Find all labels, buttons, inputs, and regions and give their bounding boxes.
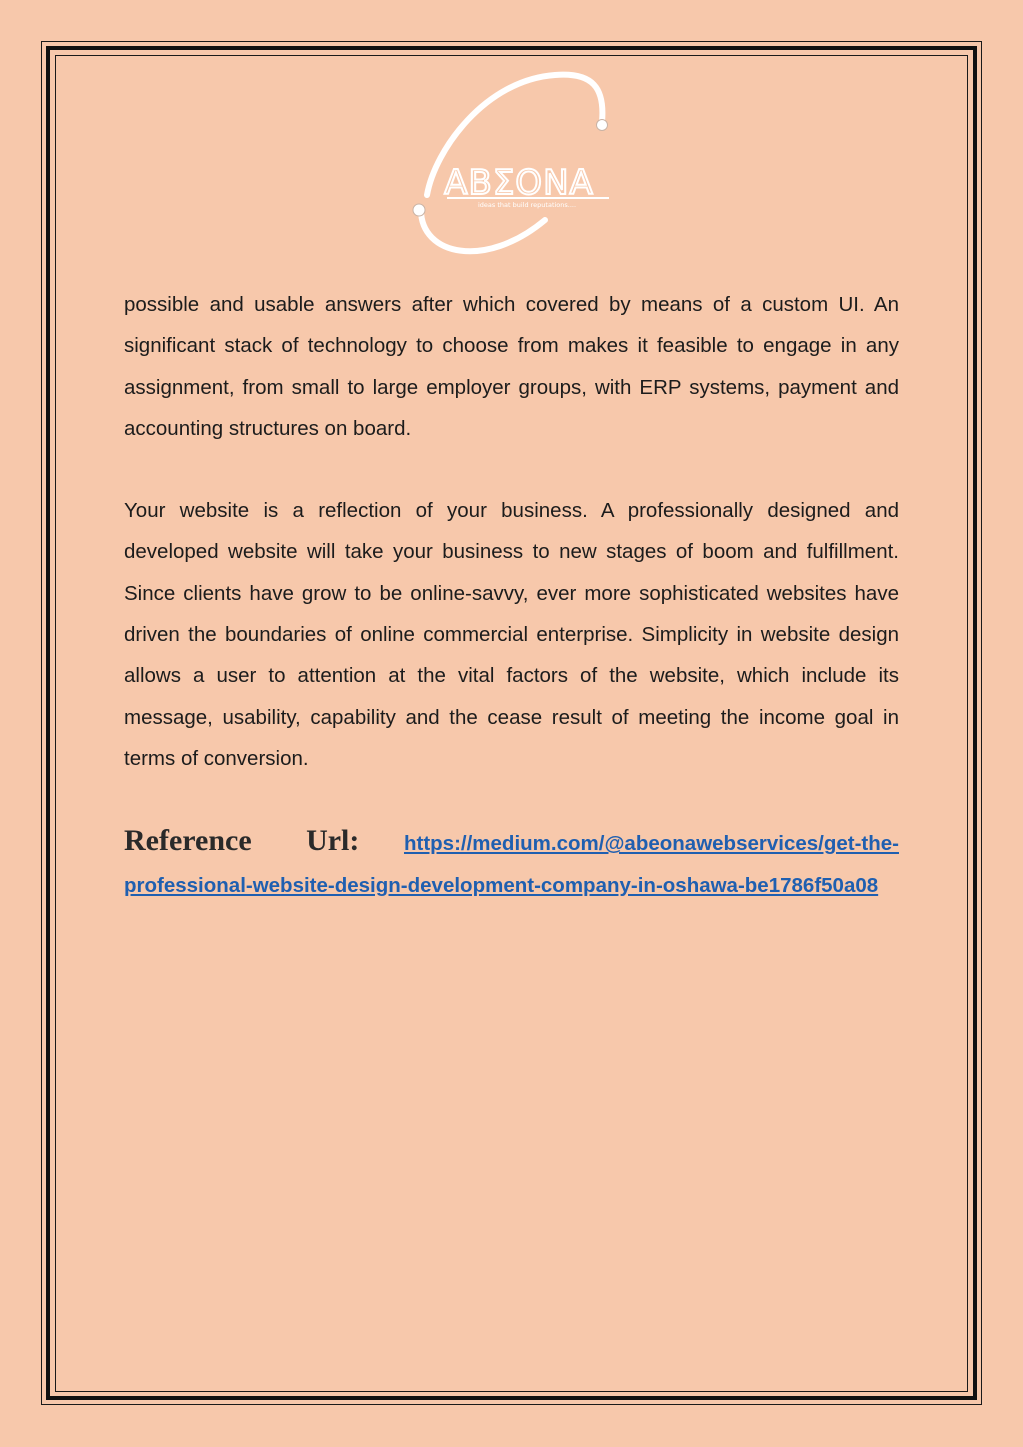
logo-top-dot-icon (597, 120, 608, 131)
logo-brand-text: ABΣONA (444, 163, 594, 203)
document-body (124, 284, 899, 906)
logo-tagline: ideas that build reputations.... (477, 201, 577, 209)
paragraph-spacer (124, 449, 899, 490)
reference-link[interactable]: https://medium.com/@abeonawebservices/get-the-professional-website-design-development-company-in-oshawa-be1786f50a08 (124, 832, 899, 897)
reference-url-line (124, 820, 899, 906)
logo-bottom-dot-icon (413, 204, 425, 216)
logo-lower-swoosh-icon (421, 210, 545, 251)
body-paragraph-1: possible and usable answers after which covered by means of a custom UI. An significant stack of technology to choose from makes it feasible to engage in any assignment, from small to large employer groups, with ERP systems, payment and accounting structures on board. (124, 293, 899, 440)
reference-label: Reference Url: (124, 824, 360, 858)
body-paragraph-2: Your website is a reflection of your business. A professionally designed and developed website will take your business to new stages of boom and fulfillment. Since clients have grow to be online-savvy, ever more sophisticated websites have driven the boundaries of online commercial enterprise. Simplicity in website design allows a user to attention at the vital factors of the website, which include its message, usability, capability and the cease result of meeting the income goal in terms of conversion. (124, 499, 899, 770)
abeona-logo (405, 70, 615, 270)
